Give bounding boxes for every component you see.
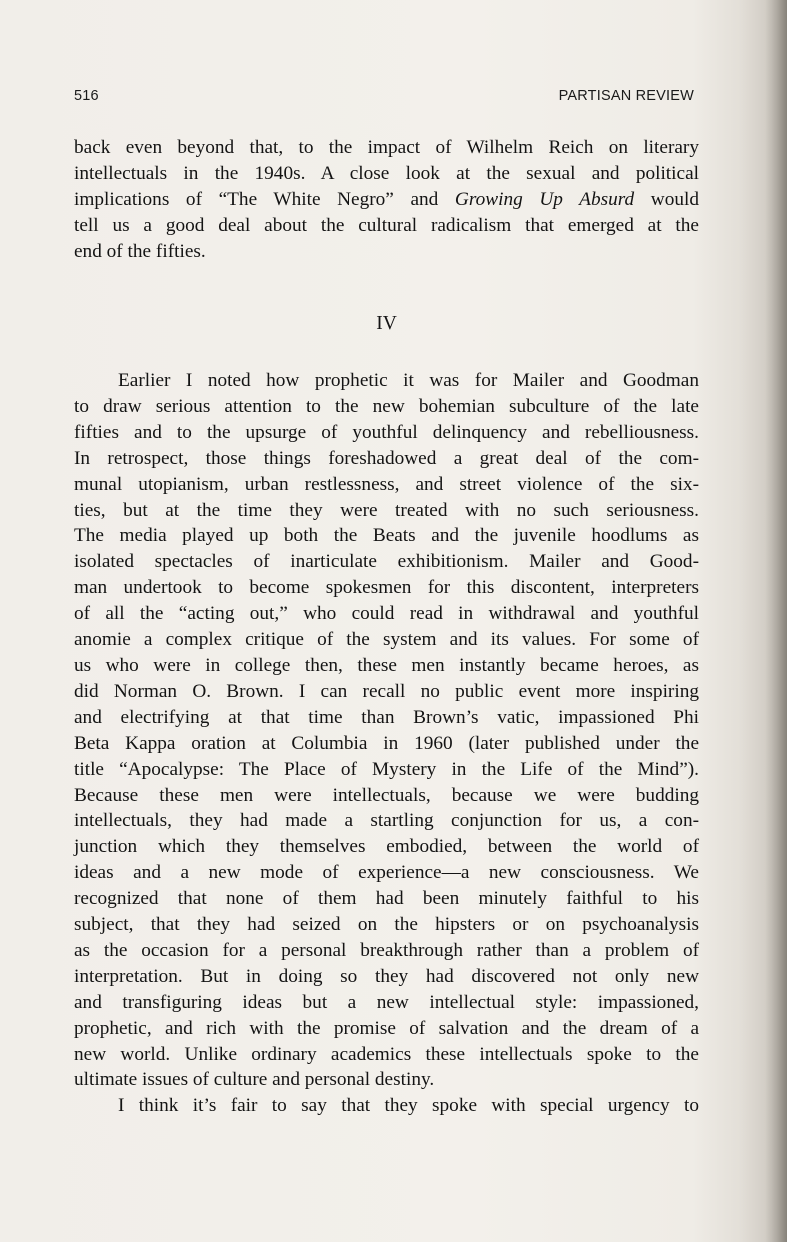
book-title-italic: Growing Up Absurd bbox=[454, 188, 635, 210]
text-line: intellectuals, they had made a startling conjunction for us, a con- bbox=[74, 810, 699, 832]
text-line: and transfiguring ideas but a new intellectual style: impassioned, bbox=[74, 991, 699, 1013]
text-line: man undertook to become spokesmen for this discontent, interpreters bbox=[74, 577, 699, 599]
text-line: title “Apocalypse: The Place of Mystery in the Life of the Mind”). bbox=[74, 758, 699, 780]
text-line: isolated spectacles of inarticulate exhibitionism. Mailer and Good- bbox=[74, 551, 699, 573]
text-line: Beta Kappa oration at Columbia in 1960 (later published under the bbox=[74, 732, 699, 754]
text-line: to draw serious attention to the new bohemian subculture of the late bbox=[74, 395, 699, 417]
text-line: Because these men were intellectuals, because we were budding bbox=[74, 784, 699, 806]
page-edge-shadow bbox=[765, 0, 787, 1242]
section-heading: IV bbox=[376, 313, 397, 334]
running-head bbox=[74, 88, 694, 110]
text-line: of all the “acting out,” who could read in withdrawal and youthful bbox=[74, 603, 699, 625]
journal-title: PARTISAN REVIEW bbox=[558, 88, 694, 104]
text-line: as the occasion for a personal breakthrough rather than a problem of bbox=[74, 939, 699, 961]
text-fragment: would bbox=[634, 188, 699, 210]
text-line: us who were in college then, these men instantly became heroes, as bbox=[74, 654, 699, 676]
text-line: ties, but at the time they were treated with no such seriousness. bbox=[74, 499, 699, 521]
text-line: back even beyond that, to the impact of Wilhelm Reich on literary bbox=[74, 137, 699, 158]
text-line: subject, that they had seized on the hipsters or on psychoanalysis bbox=[74, 914, 699, 936]
text-line: junction which they themselves embodied, between the world of bbox=[74, 836, 699, 858]
text-line: intellectuals in the 1940s. A close look at the sexual and political bbox=[74, 162, 699, 184]
text-line: In retrospect, those things foreshadowed a great deal of the com- bbox=[74, 447, 699, 469]
text-line: ultimate issues of culture and personal destiny. bbox=[74, 1069, 435, 1091]
text-line: tell us a good deal about the cultural radicalism that emerged at the bbox=[74, 214, 699, 236]
text-line: ideas and a new mode of experience—a new consciousness. We bbox=[74, 862, 699, 884]
text-line: fifties and to the upsurge of youthful delinquency and rebelliousness. bbox=[74, 421, 699, 443]
text-line: new world. Unlike ordinary academics these intellectuals spoke to the bbox=[74, 1043, 699, 1065]
page-number: 516 bbox=[74, 88, 99, 104]
opening-paragraph bbox=[74, 135, 699, 265]
text-line-indented: I think it’s fair to say that they spoke with special urgency to bbox=[118, 1095, 699, 1117]
text-line: prophetic, and rich with the promise of salvation and the dream of a bbox=[74, 1017, 699, 1039]
text-fragment: implications of “The White Negro” and bbox=[74, 188, 455, 210]
text-line: and electrifying at that time than Brown’s vatic, impassioned Phi bbox=[74, 706, 699, 728]
text-line: did Norman O. Brown. I can recall no public event more inspiring bbox=[74, 680, 699, 702]
text-line: anomie a complex critique of the system and its values. For some of bbox=[74, 629, 699, 651]
main-paragraph bbox=[74, 368, 699, 1119]
text-line-with-title bbox=[74, 187, 699, 213]
text-line: recognized that none of them had been minutely faithful to his bbox=[74, 888, 699, 910]
text-line: munal utopianism, urban restlessness, and street violence of the six- bbox=[74, 473, 699, 495]
text-line: end of the fifties. bbox=[74, 240, 206, 262]
text-line-indented: Earlier I noted how prophetic it was for Mailer and Goodman bbox=[118, 370, 699, 391]
text-line: interpretation. But in doing so they had discovered not only new bbox=[74, 965, 699, 987]
text-line: The media played up both the Beats and the juvenile hoodlums as bbox=[74, 525, 699, 547]
